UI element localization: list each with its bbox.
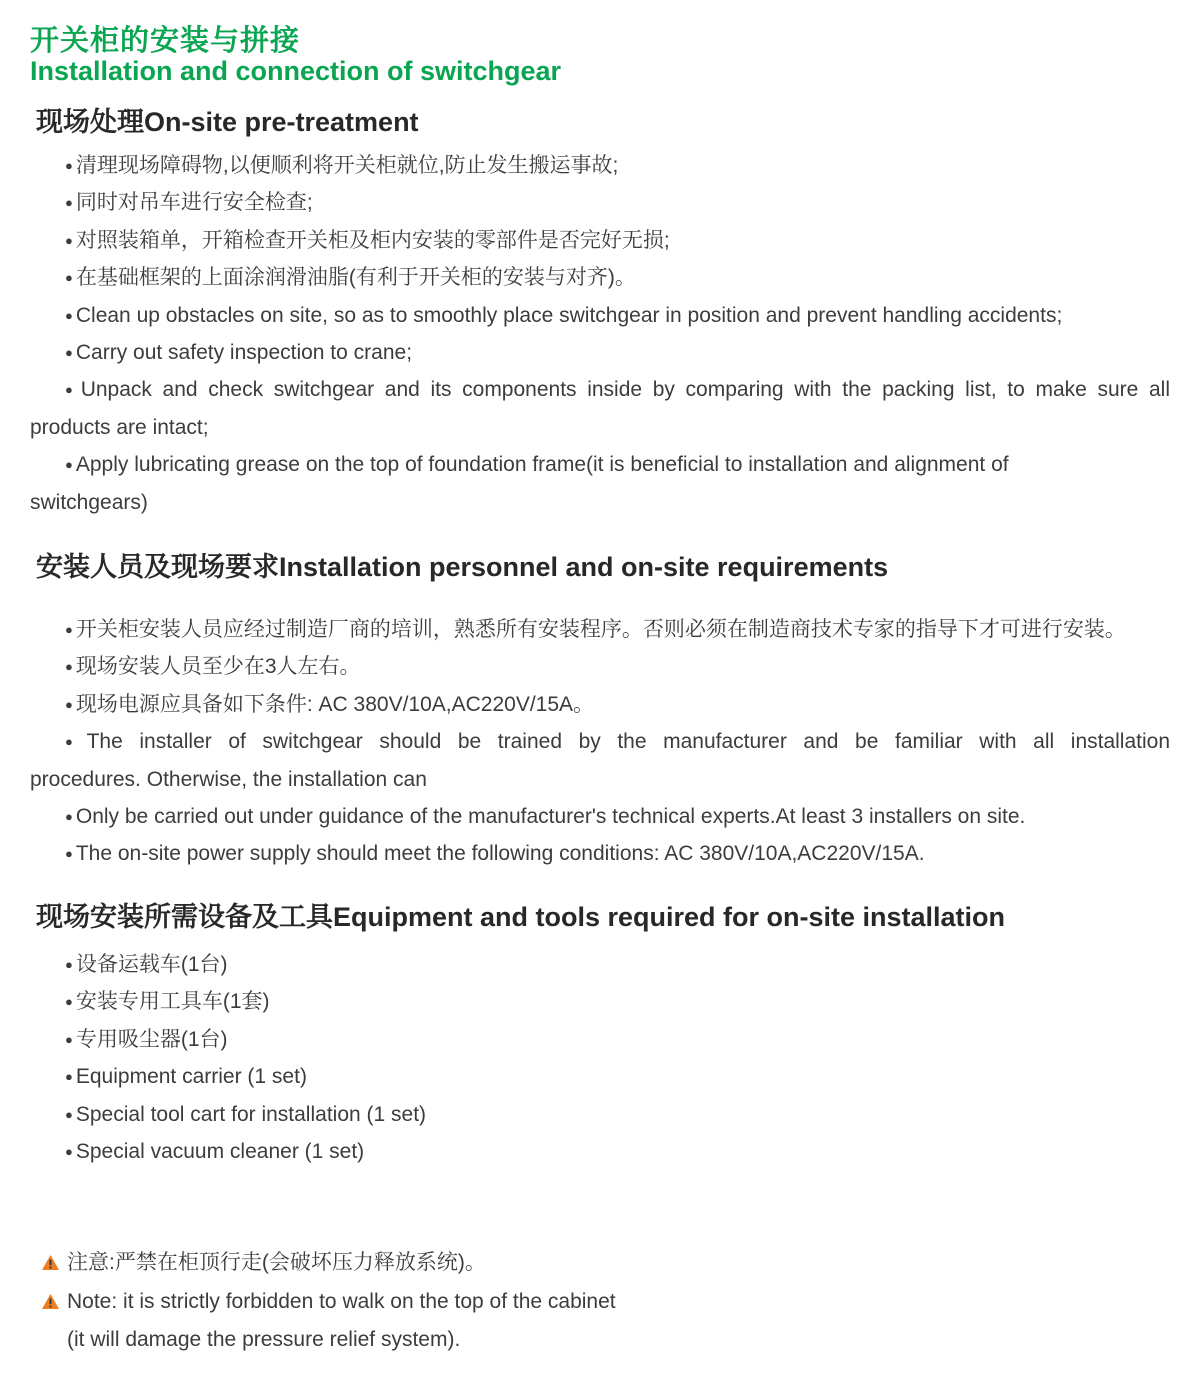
list-item: ● 清理现场障碍物,以便顺利将开关柜就位,防止发生搬运事故; <box>30 147 1170 184</box>
section-heading-onsite-pretreatment: 现场处理On-site pre-treatment <box>36 107 419 137</box>
list-item: ● 专用吸尘器(1台) <box>30 1021 1170 1058</box>
list-item: ● Special tool cart for installation (1 set) <box>30 1096 1170 1133</box>
list-item: ● 设备运载车(1台) <box>30 946 1170 983</box>
section-onsite-pretreatment-list <box>30 147 1170 521</box>
warning-note-en-continuation: (it will damage the pressure relief system). <box>67 1328 461 1351</box>
list-item: ● 开关柜安装人员应经过制造厂商的培训，熟悉所有安装程序。否则必须在制造商技术专家的指导下才可进行安装。 <box>30 611 1170 648</box>
list-item: ● 现场电源应具备如下条件: AC 380V/10A,AC220V/15A。 <box>30 686 1170 723</box>
warning-note-zh-text: 注意:严禁在柜顶行走(会破坏压力释放系统)。 <box>67 1251 486 1274</box>
warning-triangle-icon <box>42 1245 59 1260</box>
list-item: ● Special vacuum cleaner (1 set) <box>30 1133 1170 1170</box>
list-item: ● 在基础框架的上面涂润滑油脂(有利于开关柜的安装与对齐)。 <box>30 259 1170 296</box>
list-item: ● Equipment carrier (1 set) <box>30 1058 1170 1095</box>
page-title-zh: 开关柜的安装与拼接 <box>30 25 301 57</box>
warning-notes <box>42 1244 616 1360</box>
list-item: ● 对照装箱单，开箱检查开关柜及柜内安装的零部件是否完好无损; <box>30 222 1170 259</box>
warning-note-zh <box>42 1244 616 1283</box>
section-heading-equipment-tools: 现场安装所需设备及工具Equipment and tools required for on-site installation <box>36 902 1006 932</box>
list-item: ● The on-site power supply should meet the following conditions: AC 380V/10A,AC220V/15A. <box>30 835 1170 872</box>
list-item: ● Only be carried out under guidance of the manufacturer's technical experts.At least 3 installers on site. <box>30 798 1170 835</box>
warning-note-en <box>42 1283 616 1322</box>
section-equipment-tools-list <box>30 946 1170 1170</box>
list-item-continuation: products are intact; <box>30 415 209 439</box>
warning-triangle-icon <box>42 1284 59 1299</box>
warning-note-en-text: Note: it is strictly forbidden to walk on the top of the cabinet <box>67 1289 616 1313</box>
list-item-continuation: switchgears) <box>30 490 148 514</box>
section-heading-installation-personnel: 安装人员及现场要求Installation personnel and on-site requirements <box>36 552 889 582</box>
list-item: ● 安装专用工具车(1套) <box>30 983 1170 1020</box>
section-installation-personnel-list <box>30 611 1170 873</box>
page-title <box>30 25 561 85</box>
list-item: ● Apply lubricating grease on the top of foundation frame(it is beneficial to installation and alignment of <box>30 446 1170 483</box>
list-item: ● 同时对吊车进行安全检查; <box>30 184 1170 221</box>
list-item: ● Unpack and check switchgear and its components inside by comparing with the packing list, to make sure all <box>30 371 1170 408</box>
list-item: ● Carry out safety inspection to crane; <box>30 334 1170 371</box>
list-item: ● Clean up obstacles on site, so as to smoothly place switchgear in position and prevent handling accidents; <box>30 297 1170 334</box>
page-title-en: Installation and connection of switchgear <box>30 56 562 86</box>
list-item: ● The installer of switchgear should be trained by the manufacturer and be familiar with all installation <box>30 723 1170 760</box>
list-item: ● 现场安装人员至少在3人左右。 <box>30 648 1170 685</box>
list-item-continuation: procedures. Otherwise, the installation can <box>30 767 427 791</box>
